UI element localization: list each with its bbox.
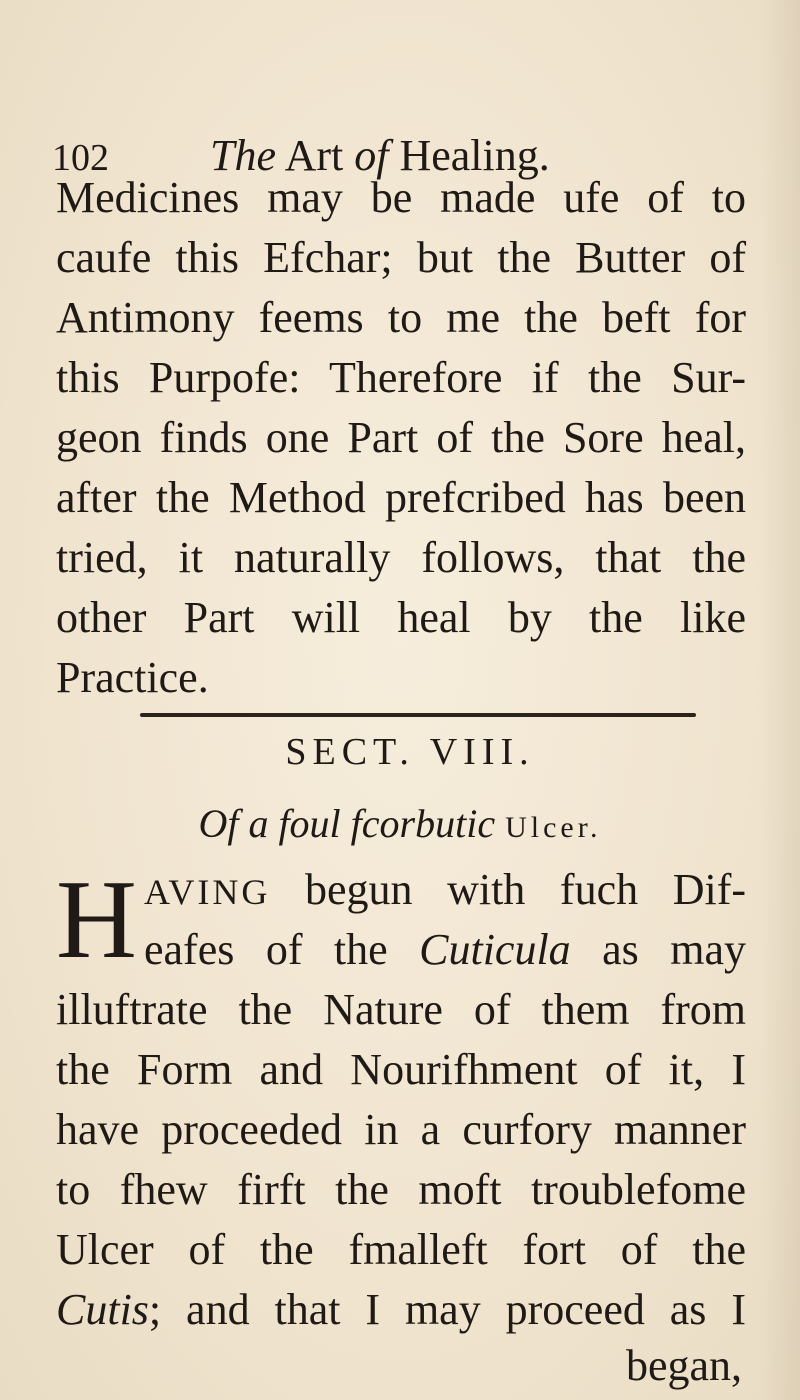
text-line: Ulcer of the fmalleft fort of the <box>56 1225 746 1274</box>
page-number: 102 <box>52 137 109 179</box>
text-line: caufe this Efchar; but the Butter of <box>56 233 746 282</box>
text-line: other Part will heal by the like <box>56 593 746 642</box>
text-line: after the Method prefcribed has been <box>56 473 746 522</box>
line-end: as may <box>602 925 746 974</box>
section-title-italic: Of a foul fcorbutic <box>198 801 496 846</box>
title-art: Art <box>284 131 344 180</box>
drop-cap: H <box>56 858 137 982</box>
title-of: of <box>354 131 389 180</box>
title-the: The <box>210 131 276 180</box>
text-line <box>144 860 746 922</box>
section-heading: SECT. VIII. <box>285 731 535 773</box>
section-divider-rule <box>140 713 696 717</box>
text-line: geon finds one Part of the Sore heal, <box>56 413 746 462</box>
opening-smallcaps: AVING <box>144 872 271 912</box>
page-edge-shadow <box>760 0 800 1400</box>
section-title-smallcaps: Ulcer. <box>505 811 602 844</box>
text-line: have proceeded in a curfory manner <box>56 1105 746 1154</box>
text-line: illuftrate the Nature of them from <box>56 985 746 1034</box>
line-rest: ; and that I may proceed as I <box>148 1285 746 1334</box>
cutis-italic: Cutis <box>56 1285 149 1334</box>
line-start: eafes of the <box>144 925 388 974</box>
title-healing: Healing. <box>399 131 550 180</box>
dropcap-block <box>56 860 746 980</box>
catchword: began, <box>625 1341 742 1390</box>
text-line: Medicines may be made ufe of to <box>56 173 746 222</box>
line-rest: begun with fuch Dif- <box>304 865 746 914</box>
text-line: the Form and Nourifhment of it, I <box>56 1045 746 1094</box>
section-title <box>0 800 800 847</box>
text-line <box>144 920 746 980</box>
paragraph-2 <box>56 860 746 1340</box>
paragraph-1 <box>56 168 746 708</box>
text-line: this Purpofe: Therefore if the Sur- <box>56 353 746 402</box>
text-line: Practice. <box>56 653 209 702</box>
cuticula-italic: Cuticula <box>419 925 571 974</box>
text-line: to fhew firft the moft troublefome <box>56 1165 746 1214</box>
text-line: tried, it naturally follows, that the <box>56 533 746 582</box>
text-line <box>56 1280 746 1340</box>
text-line: Antimony feems to me the beft for <box>56 293 746 342</box>
